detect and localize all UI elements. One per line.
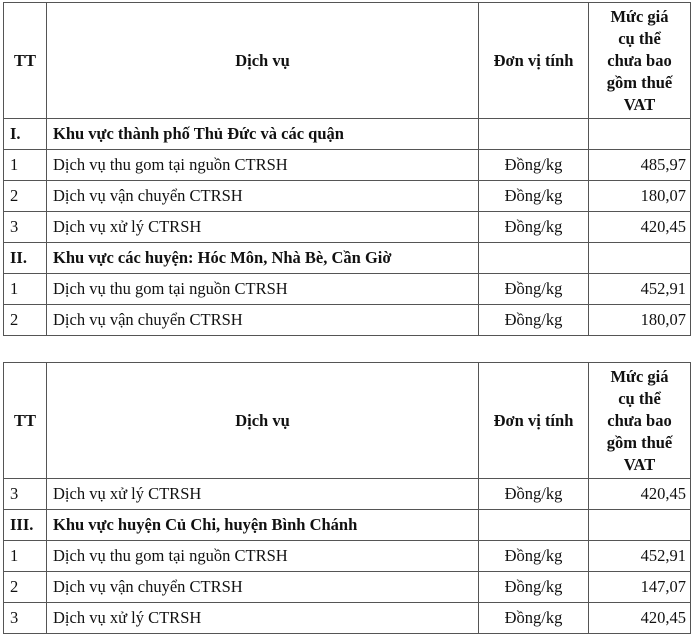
row-tt: 3 bbox=[4, 603, 47, 634]
header-price-line: VAT bbox=[623, 454, 656, 474]
table-row bbox=[4, 572, 691, 603]
table-row bbox=[4, 541, 691, 572]
header-price-line: cụ thể bbox=[618, 388, 661, 408]
header-tt: TT bbox=[4, 363, 47, 479]
row-price: 420,45 bbox=[589, 212, 691, 243]
row-tt: 2 bbox=[4, 572, 47, 603]
header-price-line: gồm thuế bbox=[606, 432, 673, 452]
row-price: 420,45 bbox=[589, 603, 691, 634]
row-service: Dịch vụ vận chuyển CTRSH bbox=[47, 181, 479, 212]
section-row bbox=[4, 510, 691, 541]
table-row bbox=[4, 603, 691, 634]
header-price-line: Mức giá bbox=[610, 6, 669, 26]
row-tt: 3 bbox=[4, 212, 47, 243]
price-table-part-1 bbox=[3, 2, 691, 336]
table-row bbox=[4, 305, 691, 336]
row-tt: 1 bbox=[4, 541, 47, 572]
row-tt: 2 bbox=[4, 181, 47, 212]
row-price: 452,91 bbox=[589, 541, 691, 572]
header-price bbox=[589, 3, 691, 119]
row-unit: Đồng/kg bbox=[479, 603, 589, 634]
table-row bbox=[4, 150, 691, 181]
row-service: Dịch vụ thu gom tại nguồn CTRSH bbox=[47, 274, 479, 305]
row-unit: Đồng/kg bbox=[479, 541, 589, 572]
header-price-line: Mức giá bbox=[610, 366, 669, 386]
table-row bbox=[4, 479, 691, 510]
table-row bbox=[4, 181, 691, 212]
row-service: Dịch vụ vận chuyển CTRSH bbox=[47, 572, 479, 603]
header-tt: TT bbox=[4, 3, 47, 119]
table-row bbox=[4, 212, 691, 243]
row-price: 180,07 bbox=[589, 305, 691, 336]
row-unit: Đồng/kg bbox=[479, 212, 589, 243]
header-price-line: VAT bbox=[623, 94, 656, 114]
row-unit: Đồng/kg bbox=[479, 274, 589, 305]
section-number: I. bbox=[4, 119, 47, 150]
header-unit: Đơn vị tính bbox=[479, 363, 589, 479]
header-service: Dịch vụ bbox=[47, 3, 479, 119]
row-price: 420,45 bbox=[589, 479, 691, 510]
section-title: Khu vực thành phố Thủ Đức và các quận bbox=[47, 119, 479, 150]
row-price: 452,91 bbox=[589, 274, 691, 305]
header-price-line: chưa bao bbox=[607, 50, 672, 70]
row-unit: Đồng/kg bbox=[479, 479, 589, 510]
row-service: Dịch vụ xử lý CTRSH bbox=[47, 479, 479, 510]
section-number: III. bbox=[4, 510, 47, 541]
header-price bbox=[589, 363, 691, 479]
header-service: Dịch vụ bbox=[47, 363, 479, 479]
row-unit: Đồng/kg bbox=[479, 150, 589, 181]
section-row bbox=[4, 243, 691, 274]
row-unit: Đồng/kg bbox=[479, 572, 589, 603]
row-tt: 2 bbox=[4, 305, 47, 336]
row-tt: 3 bbox=[4, 479, 47, 510]
header-price-line: cụ thể bbox=[618, 28, 661, 48]
row-service: Dịch vụ xử lý CTRSH bbox=[47, 212, 479, 243]
section-title: Khu vực huyện Củ Chi, huyện Bình Chánh bbox=[47, 510, 479, 541]
row-service: Dịch vụ thu gom tại nguồn CTRSH bbox=[47, 541, 479, 572]
section-number: II. bbox=[4, 243, 47, 274]
price-table-part-2 bbox=[3, 362, 691, 634]
header-price-line: chưa bao bbox=[607, 410, 672, 430]
row-price: 147,07 bbox=[589, 572, 691, 603]
section-row bbox=[4, 119, 691, 150]
row-unit: Đồng/kg bbox=[479, 305, 589, 336]
table-header-row bbox=[4, 3, 691, 119]
row-service: Dịch vụ vận chuyển CTRSH bbox=[47, 305, 479, 336]
header-price-line: gồm thuế bbox=[606, 72, 673, 92]
row-price: 180,07 bbox=[589, 181, 691, 212]
row-service: Dịch vụ xử lý CTRSH bbox=[47, 603, 479, 634]
row-price: 485,97 bbox=[589, 150, 691, 181]
table-row bbox=[4, 274, 691, 305]
table-header-row bbox=[4, 363, 691, 479]
row-service: Dịch vụ thu gom tại nguồn CTRSH bbox=[47, 150, 479, 181]
row-unit: Đồng/kg bbox=[479, 181, 589, 212]
row-tt: 1 bbox=[4, 274, 47, 305]
header-unit: Đơn vị tính bbox=[479, 3, 589, 119]
section-title: Khu vực các huyện: Hóc Môn, Nhà Bè, Cần Giờ bbox=[47, 243, 479, 274]
row-tt: 1 bbox=[4, 150, 47, 181]
